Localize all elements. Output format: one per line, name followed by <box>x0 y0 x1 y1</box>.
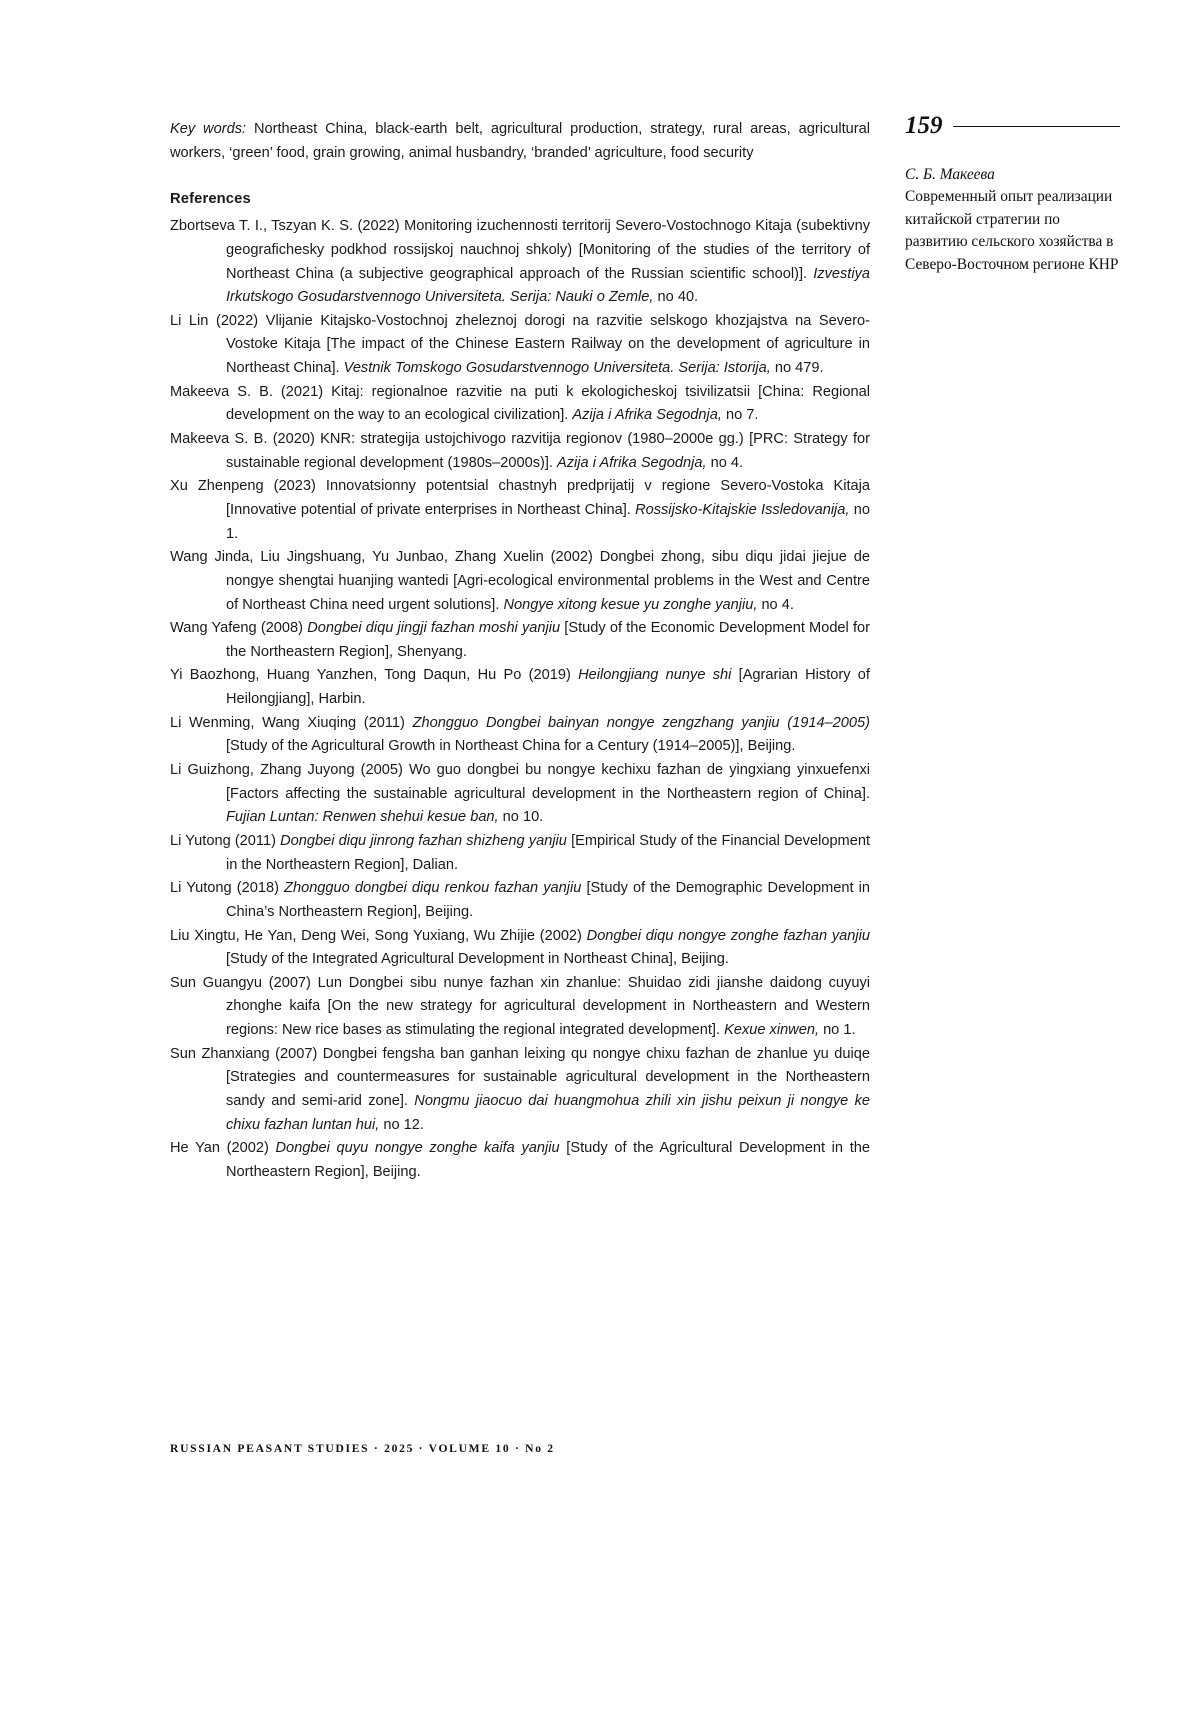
reference-source-title: Fujian Luntan: Renwen shehui kesue ban, <box>226 809 499 826</box>
reference-text: no 10. <box>498 809 544 826</box>
reference-text: no 479. <box>770 360 824 377</box>
reference-entry <box>170 877 870 924</box>
reference-entry <box>170 381 870 428</box>
reference-entry <box>170 664 870 711</box>
reference-source-title: Dongbei quyu nongye zonghe kaifa yanjiu <box>275 1140 560 1157</box>
reference-text: [Agrarian History of Heilongjiang], Harbin. <box>226 667 870 708</box>
running-title-text: Современный опыт реализации китайской стратегии по развитию сельского хозяйства в Северо-Восточном регионе КНР <box>905 188 1119 273</box>
reference-text: Li Yutong (2011) <box>170 832 281 849</box>
reference-source-title: Dongbei diqu nongye zonghe fazhan yanjiu <box>586 927 870 944</box>
reference-source-title: Azija i Afrika Segodnja, <box>572 407 722 424</box>
reference-text: Yi Baozhong, Huang Yanzhen, Tong Daqun, Hu Po (2019) <box>170 667 579 684</box>
keywords-paragraph <box>170 118 870 165</box>
reference-text: no 1. <box>226 501 870 542</box>
reference-entry <box>170 972 870 1043</box>
reference-entry <box>170 475 870 546</box>
reference-text: Zbortseva T. I., Tszyan K. S. (2022) Monitoring izuchennosti territorij Severo-Vostochnogo Kitaja (subektivny geograficheskу podkhod rossijskoj nauchnoj shkoly) [Monitoring of the studies of the territory of Northeast China (a subjective geographical approach of the Russian scientific school)]. <box>170 218 870 282</box>
reference-entry <box>170 1043 870 1138</box>
reference-entry <box>170 759 870 830</box>
reference-text: Li Yutong (2018) <box>170 880 285 897</box>
reference-entry <box>170 830 870 877</box>
reference-source-title: Zhongguo Dongbei bainyan nongye zengzhang yanjiu (1914–2005) <box>412 714 870 731</box>
reference-source-title: Heilongjiang nunye shi <box>578 667 732 684</box>
reference-entry <box>170 310 870 381</box>
reference-source-title: Izvestiya Irkutskogo Gosudarstvennogo Universiteta. Serija: Nauki o Zemle, <box>226 265 870 306</box>
reference-text: [Study of the Demographic Development in China’s Northeastern Region], Beijing. <box>226 880 870 920</box>
reference-text: [Study of the Agricultural Development in the Northeastern Region], Beijing. <box>226 1140 871 1180</box>
reference-text: [Study of the Integrated Agricultural Development in Northeast China], Beijing. <box>226 951 729 968</box>
reference-text: [Study of the Economic Development Model for the Northeastern Region], Shenyang. <box>226 620 870 660</box>
reference-source-title: Dongbei diqu jingji fazhan moshi yanjiu <box>307 620 561 637</box>
reference-text: [Study of the Agricultural Growth in Northeast China for a Century (1914–2005)], Beijing. <box>226 738 796 755</box>
page-footer: RUSSIAN PEASANT STUDIES · 2025 · VOLUME 10 · No 2 <box>170 1442 555 1455</box>
references-heading: References <box>170 191 251 208</box>
keywords-label: Key words: <box>170 121 247 137</box>
reference-source-title: Dongbei diqu jinrong fazhan shizheng yanjiu <box>280 832 567 849</box>
reference-source-title: Kexue xinwen, <box>724 1022 820 1039</box>
folio-row <box>905 113 1120 138</box>
keywords-text: Northeast China, black-earth belt, agricultural production, strategy, rural areas, agricultural workers, ‘green’ food, grain growing, animal husbandry, ‘branded’ agriculture, food security <box>170 121 870 161</box>
reference-text: Makeeva S. B. (2020) KNR: strategija ustojchivogo razvitija regionov (1980–2000e gg.) [PRC: Strategy for sustainable regional development (1980s–2000s)]. <box>170 431 870 471</box>
reference-text: no 40. <box>653 289 699 306</box>
reference-text: no 7. <box>721 407 759 424</box>
reference-text: Liu Xingtu, He Yan, Deng Wei, Song Yuxiang, Wu Zhijie (2002) <box>170 927 587 944</box>
folio-rule <box>953 126 1121 127</box>
reference-text: no 4. <box>757 596 794 613</box>
reference-entry <box>170 546 870 617</box>
reference-text: [Empirical Study of the Financial Development in the Northeastern Region], Dalian. <box>226 832 871 873</box>
reference-text: Wang Jinda, Liu Jingshuang, Yu Junbao, Zhang Xuelin (2002) Dongbei zhong, sibu diqu jidai jiejue de nongye shengtai huanjing wantedi [Agri-ecological environmental problems in the West and Centre of Northeast China need urgent solutions]. <box>170 549 870 613</box>
running-author: С. Б. Макеева <box>905 166 995 183</box>
running-title <box>905 164 1120 276</box>
reference-text: Sun Guangyu (2007) Lun Dongbei sibu nunye fazhan xin zhanlue: Shuidao zidi jianshe daidong cuyuyi zhonghe kaifa [On the new strategy for agricultural development in Northeastern and Western regions: New rice bases as stimulating the regional integrated development]. <box>170 974 870 1039</box>
reference-source-title: Vestnik Tomskogo Gosudarstvennogo Universiteta. Serija: Istorija, <box>343 360 771 377</box>
article-body <box>170 118 870 1185</box>
reference-source-title: Zhongguo dongbei diqu renkou fazhan yanjiu <box>284 880 582 897</box>
reference-text: Makeeva S. B. (2021) Kitaj: regionalnoe razvitie na puti k ekologicheskoj tsivilizatsii [China: Regional development on the way to an ecological civilization]. <box>170 383 870 424</box>
reference-entry <box>170 617 870 664</box>
reference-source-title: Azija i Afrika Segodnja, <box>557 454 707 471</box>
reference-entry <box>170 215 870 310</box>
reference-entry <box>170 428 870 475</box>
reference-source-title: Nongye xitong kesue yu zonghe yanjiu, <box>503 596 758 613</box>
reference-entry <box>170 925 870 972</box>
reference-text: Xu Zhenpeng (2023) Innovatsionny potentsial chastnyh predprijatij v regione Severo-Vostoka Kitaja [Innovative potential of private enterprises in Northeast China]. <box>170 478 870 518</box>
references-list <box>170 215 870 1184</box>
page-number: 159 <box>905 112 943 139</box>
reference-text: Wang Yafeng (2008) <box>170 620 308 637</box>
reference-entry <box>170 1137 870 1184</box>
reference-text: Li Wenming, Wang Xiuqing (2011) <box>170 714 413 731</box>
reference-text: Sun Zhanxiang (2007) Dongbei fengsha ban ganhan leixing qu nongye chixu fazhan de zhanlue yu duiqe [Strategies and countermeasures for sustainable agricultural development in the Northeastern sandy and semi-arid zone]. <box>170 1045 870 1109</box>
reference-entry <box>170 712 870 759</box>
margin-column <box>905 113 1120 276</box>
reference-text: Li Guizhong, Zhang Juyong (2005) Wo guo dongbei bu nongye kechixu fazhan de yingxiang yinxuefenxi [Factors affecting the sustainable agricultural development in the Northeastern region of China]. <box>170 762 870 802</box>
reference-text: He Yan (2002) <box>170 1140 276 1157</box>
reference-source-title: Rossijsko-Kitajskie Issledovanija, <box>635 501 850 518</box>
reference-text: Li Lin (2022) Vlijanie Kitajsko-Vostochnoj zheleznoj dorogi na razvitie selskogo khozjajstva na Severo-Vostoke Kitaja [The impact of the Chinese Eastern Railway on the development of agriculture in Northeast China]. <box>170 312 870 377</box>
reference-source-title: Nongmu jiaocuo dai huangmohua zhili xin jishu peixun ji nongye ke chixu fazhan luntan hui, <box>226 1092 870 1133</box>
reference-text: no 12. <box>379 1116 424 1133</box>
reference-text: no 1. <box>819 1022 856 1039</box>
reference-text: no 4. <box>706 454 744 471</box>
